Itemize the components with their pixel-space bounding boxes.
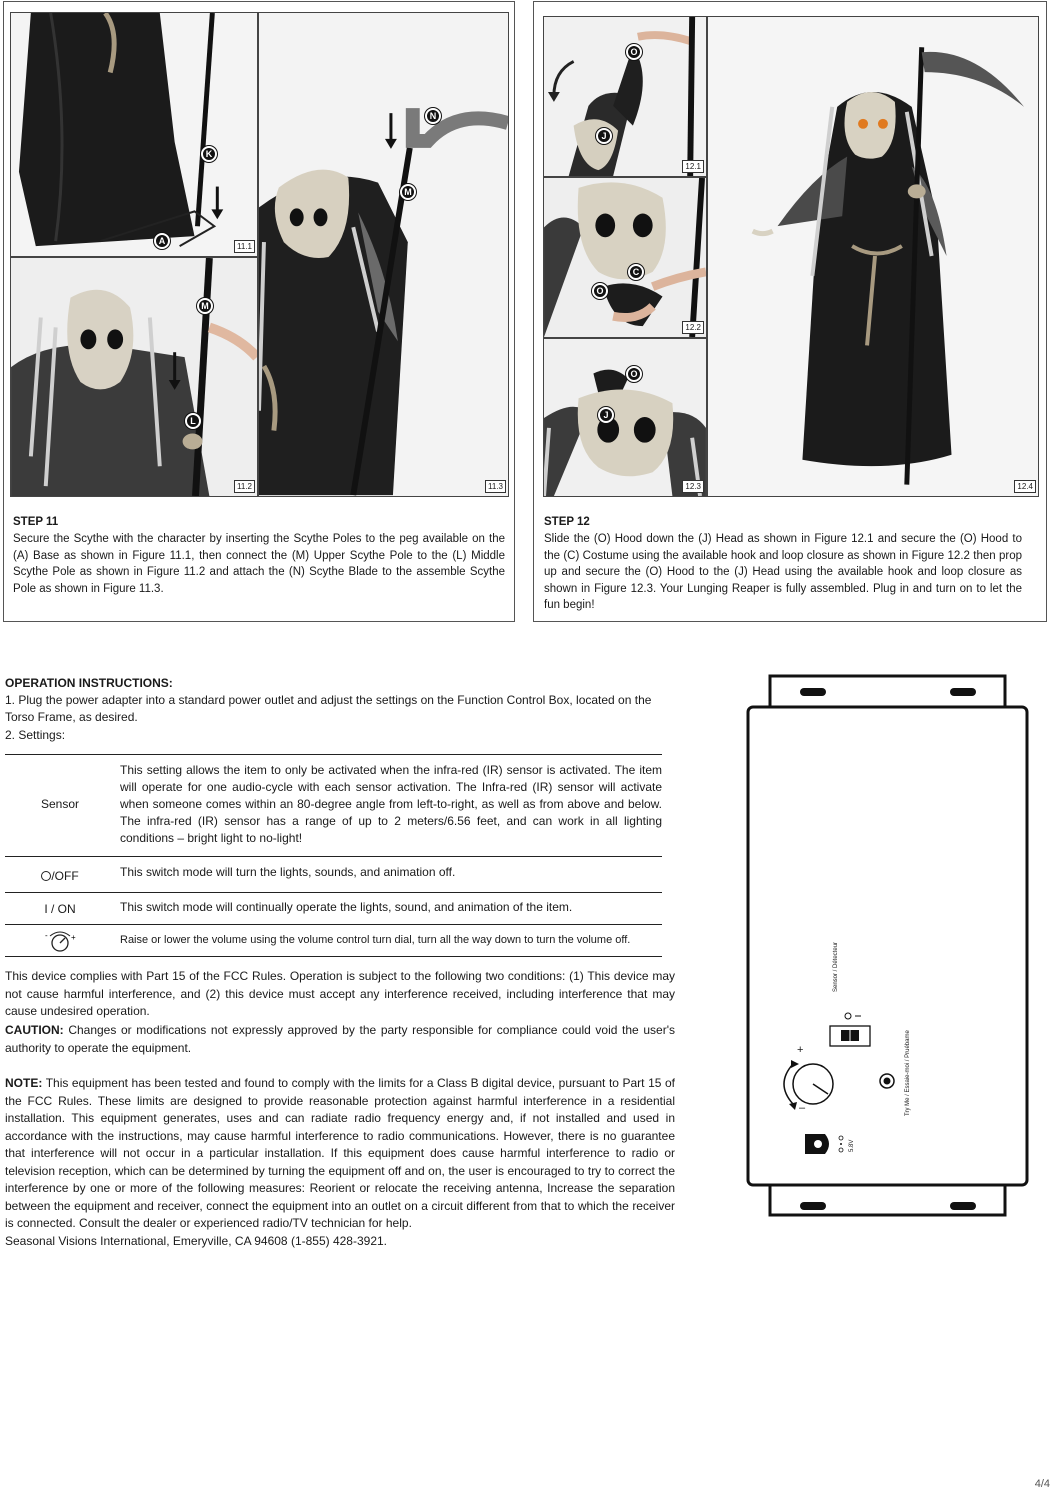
company-address: Seasonal Visions International, Emeryville, CA 94608 (1-855) 428-3921. xyxy=(5,1234,388,1248)
operation-step-1: 1. Plug the power adapter into a standard power outlet and adjust the settings on the Function Control Box, located on the xyxy=(5,693,652,707)
figure-number: 12.1 xyxy=(682,160,704,173)
minus-label: – xyxy=(799,1102,806,1114)
step12-description: Slide the (O) Hood down the (J) Head as shown in Figure 12.1 and secure the (O) Hood to the (C) Costume using the available hook and loop closure as shown in Figure 12.2 then prop up and secure the (O) Hood to the (J) Head using the available hook and loop closure as shown in Figure 12.3. Your Lunging Reaper is fully assembled. Plug in and turn on to let the fun begin! xyxy=(544,533,1022,611)
setting-row-off xyxy=(5,857,662,893)
setting-description: This setting allows the item to only be activated when the infra-red (IR) sensor is activated. The item will operate for one audio-cycle with each sensor activation. The Infra-red (IR) sensor will activate when someone comes within an 80-degree angle from left-to-right, as well as from above and below. The infra-red (IR) sensor has a range of up to 2 meters/6.56 feet, and can work in all lighting conditions – bright light to no-light! xyxy=(120,763,662,845)
figure-11-3-illustration xyxy=(259,13,508,496)
step11-description: Secure the Scythe with the character by inserting the Scythe Poles to the peg available on the (A) Base as shown in Figure 11.1, then connect the (M) Upper Scythe Pole to the (L) Middle Scythe Pole as shown in Figure 11.2 and attach the (N) Scythe Blade to the assemble Scythe Pole as shown in Figure 11.3. xyxy=(13,533,505,595)
figure-12-1-illustration xyxy=(544,17,706,176)
volume-dial-icon xyxy=(5,928,115,957)
fcc-note xyxy=(5,1075,675,1233)
step11-panel xyxy=(3,1,515,622)
figure-11-2-illustration xyxy=(11,258,257,496)
caution-text: Changes or modifications not expressly approved by the party responsible for compliance could void the user's authority to operate the equipment. xyxy=(5,1023,675,1055)
setting-row-sensor xyxy=(5,755,662,857)
callout-o: O xyxy=(592,283,608,299)
svg-text:+: + xyxy=(71,933,76,942)
figure-12-3-illustration xyxy=(544,339,706,496)
figure-12-4-illustration xyxy=(708,17,1038,496)
figure-number: 12.3 xyxy=(682,480,704,493)
step12-panel xyxy=(533,1,1047,622)
setting-row-on xyxy=(5,893,662,925)
figure-11-1-illustration xyxy=(11,13,257,256)
step12-title: STEP 12 xyxy=(544,516,590,528)
setting-label: I / ON xyxy=(44,902,76,916)
svg-text:-: - xyxy=(45,931,48,940)
figure-number: 11.2 xyxy=(234,480,255,493)
fcc-caution xyxy=(5,1022,675,1057)
callout-n: N xyxy=(425,108,441,124)
callout-o: O xyxy=(626,44,642,60)
page-number: 4/4 xyxy=(1034,1478,1050,1490)
setting-label: Sensor xyxy=(40,797,80,811)
fcc-compliance: This device complies with Part 15 of the FCC Rules. Operation is subject to the following two conditions: (1) This device may not cause harmful interference, and (2) this device must accept any interference received, including interference that may cause undesired operation. xyxy=(5,969,675,1018)
setting-description: This switch mode will turn the lights, sounds, and animation off. xyxy=(120,865,456,879)
operation-step-1-cont: Torso Frame, as desired. xyxy=(5,710,138,724)
figure-12-4 xyxy=(707,16,1039,497)
callout-m: M xyxy=(197,298,213,314)
settings-table xyxy=(5,754,662,957)
try-me-label: Try Me / Essaie-moi / Pruébame xyxy=(905,1030,911,1116)
figure-12-2-illustration xyxy=(544,178,706,337)
callout-l: L xyxy=(185,413,201,429)
callout-m: M xyxy=(400,184,416,200)
callout-j: J xyxy=(596,128,612,144)
figure-number: 11.3 xyxy=(485,480,506,493)
figure-number: 12.4 xyxy=(1014,480,1036,493)
off-circle-icon xyxy=(41,871,51,881)
setting-description: This switch mode will continually operate the lights, sound, and animation of the item. xyxy=(120,900,573,914)
figure-11-1 xyxy=(10,12,258,257)
setting-label-off xyxy=(5,869,115,883)
plus-label: + xyxy=(797,1044,804,1056)
figure-12-1 xyxy=(543,16,707,177)
sensor-label: Sensor / Détecteur xyxy=(833,941,839,992)
callout-c: C xyxy=(628,264,644,280)
callout-k: K xyxy=(201,146,217,162)
setting-description: Raise or lower the volume using the volume control turn dial, turn all the way down to turn the volume off. xyxy=(120,934,631,946)
setting-label: /OFF xyxy=(51,869,79,883)
figure-number: 11.1 xyxy=(234,240,255,253)
operation-step-2: 2. Settings: xyxy=(5,728,66,742)
callout-o: O xyxy=(626,366,642,382)
caution-label: CAUTION: xyxy=(5,1023,64,1037)
note-label: NOTE: xyxy=(5,1076,43,1090)
figure-12-2 xyxy=(543,177,707,338)
voltage-label: 5.8V xyxy=(849,1139,855,1152)
function-control-box-diagram xyxy=(745,674,1030,1217)
operation-title: OPERATION INSTRUCTIONS: xyxy=(5,676,173,690)
figure-11-3 xyxy=(258,12,509,497)
callout-a: A xyxy=(154,233,170,249)
callout-j: J xyxy=(598,407,614,423)
control-box-illustration xyxy=(745,674,1030,1217)
step11-title: STEP 11 xyxy=(13,516,59,528)
figure-12-3 xyxy=(543,338,707,497)
setting-row-volume xyxy=(5,925,662,957)
figure-11-2 xyxy=(10,257,258,497)
note-text: This equipment has been tested and found to comply with the limits for a Class B digital device, pursuant to Part 15 of the FCC Rules. These limits are designed to provide reasonable protection against harmful interference in a residential installation. This equipment generates, uses and can radiate radio frequency energy and, if not installed and used in accordance with the instructions, may cause harmful interference to radio communications. However, there is no guarantee that interference will not occur in a particular installation. If this equipment does cause harmful interference to radio or television reception, which can be determined by turning the equipment off and on, the user is encouraged to try to correct the interference by one or more of the following measures: Reorient or relocate the receiving antenna, Increase the separation between the equipment and receiver, connect the equipment into an outlet on a circuit different from that to which the receiver is connected. Consult the dealer or experienced radio/TV technician for help. xyxy=(5,1076,675,1230)
figure-number: 12.2 xyxy=(682,321,704,334)
